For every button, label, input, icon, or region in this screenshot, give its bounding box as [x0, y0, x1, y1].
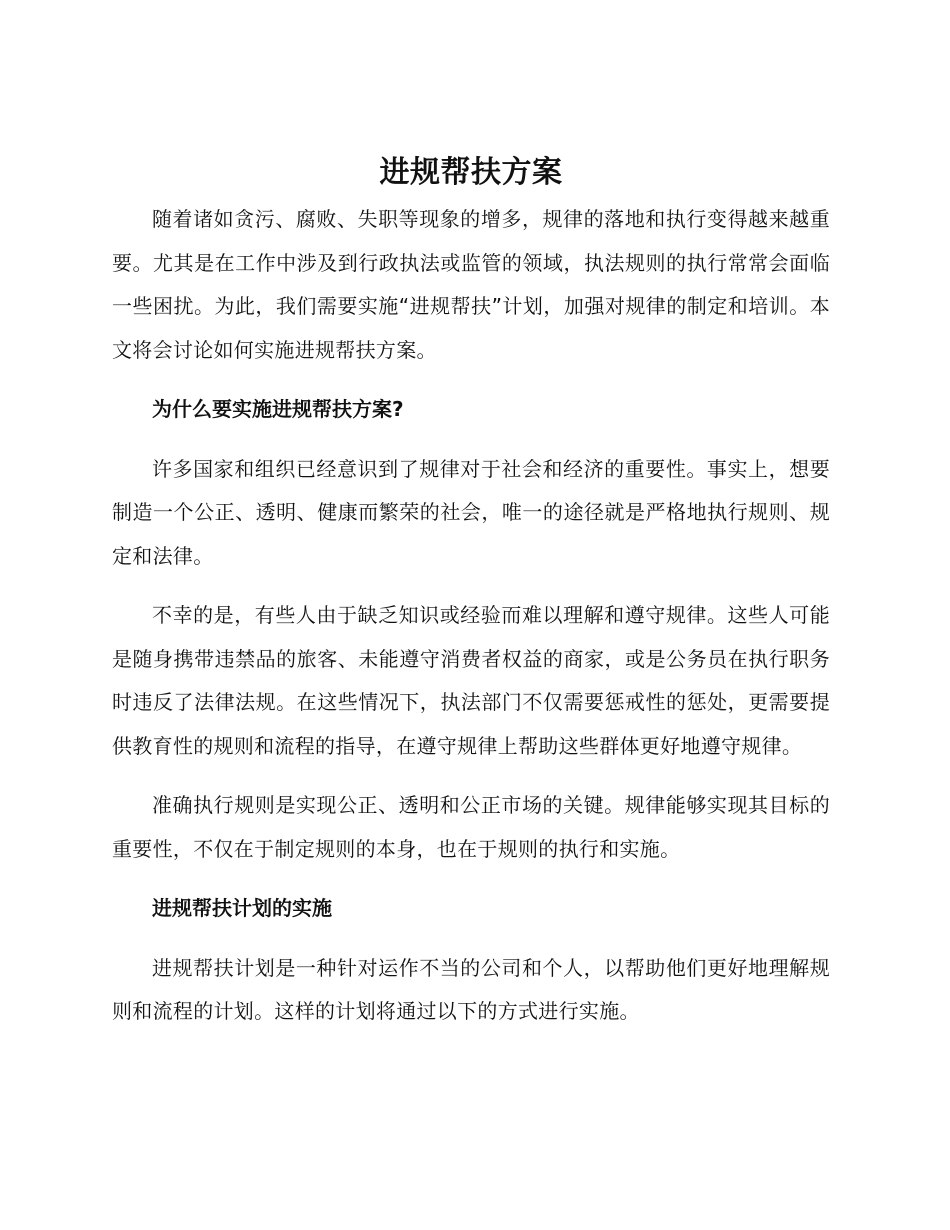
paragraph-implementation: 进规帮扶计划是一种针对运作不当的公司和个人，以帮助他们更好地理解规则和流程的计划。这样的计划将通过以下的方式进行实施。: [112, 955, 830, 1023]
paragraph-importance: 许多国家和组织已经意识到了规律对于社会和经济的重要性。事实上，想要制造一个公正、透明、健康而繁荣的社会，唯一的途径就是严格地执行规则、规定和法律。: [112, 456, 830, 568]
section-heading-why: 为什么要实施进规帮扶方案?: [152, 397, 404, 421]
document-page: [112, 150, 830, 1050]
paragraph-accurate-execution: 准确执行规则是实现公正、透明和公正市场的关键。规律能够实现其目标的重要性，不仅在于制定规则的本身，也在于规则的执行和实施。: [112, 793, 830, 861]
intro-paragraph: 随着诸如贪污、腐败、失职等现象的增多，规律的落地和执行变得越来越重要。尤其是在工作中涉及到行政执法或监管的领域，执法规则的执行常常会面临一些困扰。为此，我们需要实施“进规帮扶”计划，加强对规律的制定和培训。本文将会讨论如何实施进规帮扶方案。: [112, 207, 830, 362]
section-heading-implementation: 进规帮扶计划的实施: [152, 896, 332, 920]
document-title: 进规帮扶方案: [379, 155, 563, 190]
paragraph-unfortunate: 不幸的是，有些人由于缺乏知识或经验而难以理解和遵守规律。这些人可能是随身携带违禁品的旅客、未能遵守消费者权益的商家，或是公务员在执行职务时违反了法律法规。在这些情况下，执法部门不仅需要惩戒性的惩处，更需要提供教育性的规则和流程的指导，在遵守规律上帮助这些群体更好地遵守规律。: [112, 603, 830, 758]
